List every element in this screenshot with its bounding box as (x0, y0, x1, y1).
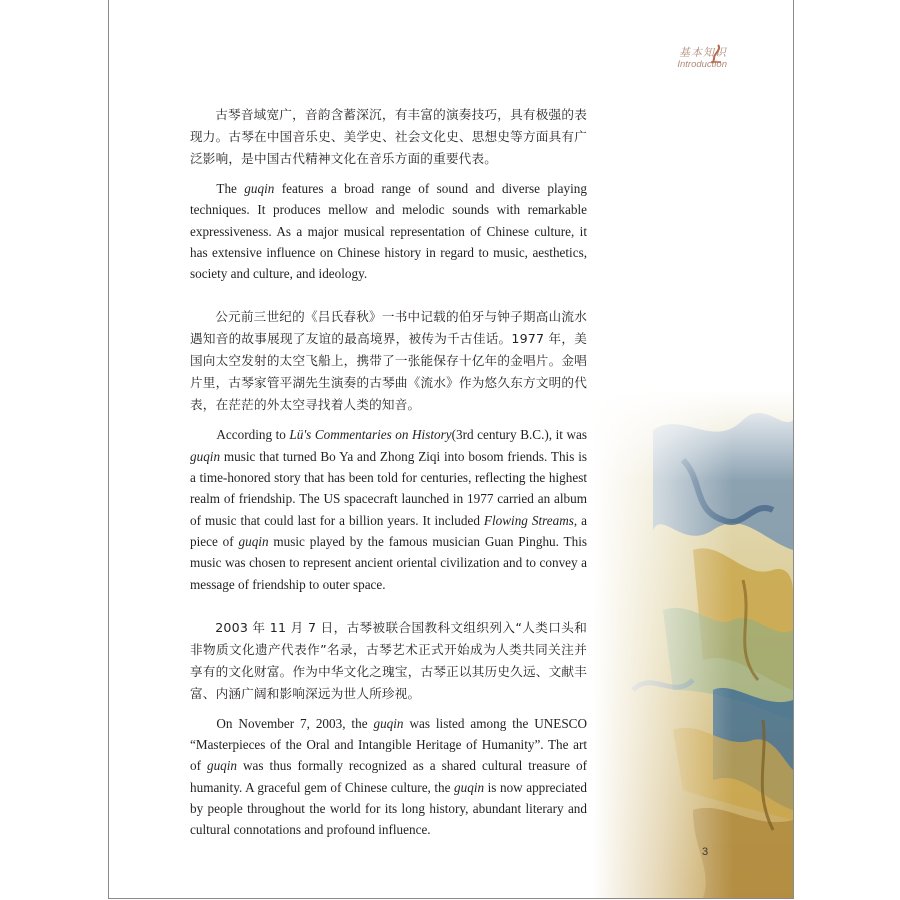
paragraph-2-zh: 公元前三世纪的《吕氏春秋》一书中记载的伯牙与钟子期高山流水遇知音的故事展现了友谊的最高境界，被传为千古佳话。1977 年，美国向太空发射的太空飞船上，携带了一张能保存十亿年的金唱片。金唱片里，古琴家管平湖先生演奏的古琴曲《流水》作为悠久东方文明的代表，在茫茫的外太空寻找着人类的知音。 (190, 309, 587, 413)
paragraph-1-en: The guqin features a broad range of sound and diverse playing techniques. It produces mellow and melodic sounds with remarkable expressiveness. As a major musical representation of Chinese culture, it has extensive influence on Chinese history in regard to music, aesthetics, society and culture, and ideology. (190, 181, 587, 282)
paragraph-2-en: According to Lü's Commentaries on History(3rd century B.C.), it was guqin music that turned Bo Ya and Zhong Ziqi into bosom friends. This is a time-honored story that has been told for centuries, reflecting the highest realm of friendship. The US spacecraft launched in 1977 carried an album of music that could last for a billion years. It included Flowing Streams, a piece of guqin music played by the famous musician Guan Pinghu. This music was chosen to represent ancient oriental civilization and to convey a message of friendship to outer space. (190, 427, 588, 592)
guqin-ornament-icon (709, 44, 723, 64)
paragraph-3-zh: 2003 年 11 月 7 日，古琴被联合国教科文组织列入“人类口头和非物质文化遗产代表作”名录，古琴艺术正式开始成为人类共同关注并享有的文化财富。作为中华文化之瑰宝，古琴正以其历史久远、文献丰富、内涵广阔和影响深远为世人所珍视。 (190, 619, 587, 701)
section-title-zh: 基本知识 (679, 46, 727, 59)
book-page (108, 0, 794, 899)
page-number: 3 (702, 846, 709, 858)
paragraph-1-zh: 古琴音域宽广，音韵含蓄深沉，有丰富的演奏技巧，具有极强的表现力。古琴在中国音乐史、美学史、社会文化史、思想史等方面具有广泛影响，是中国古代精神文化在音乐方面的重要代表。 (190, 107, 587, 166)
paragraph-3-en: On November 7, 2003, the guqin was listed among the UNESCO “Masterpieces of the Oral and Intangible Heritage of Humanity”. The art of guqin was thus formally recognized as a shared cultural treasure of humanity. A graceful gem of Chinese culture, the guqin is now appreciated by people throughout the world for its long history, abundant literary and cultural connotations and profound influence. (190, 715, 588, 838)
landscape-painting-illustration (593, 390, 793, 898)
section-title-en: Introduction (677, 59, 727, 70)
main-text (190, 104, 587, 841)
